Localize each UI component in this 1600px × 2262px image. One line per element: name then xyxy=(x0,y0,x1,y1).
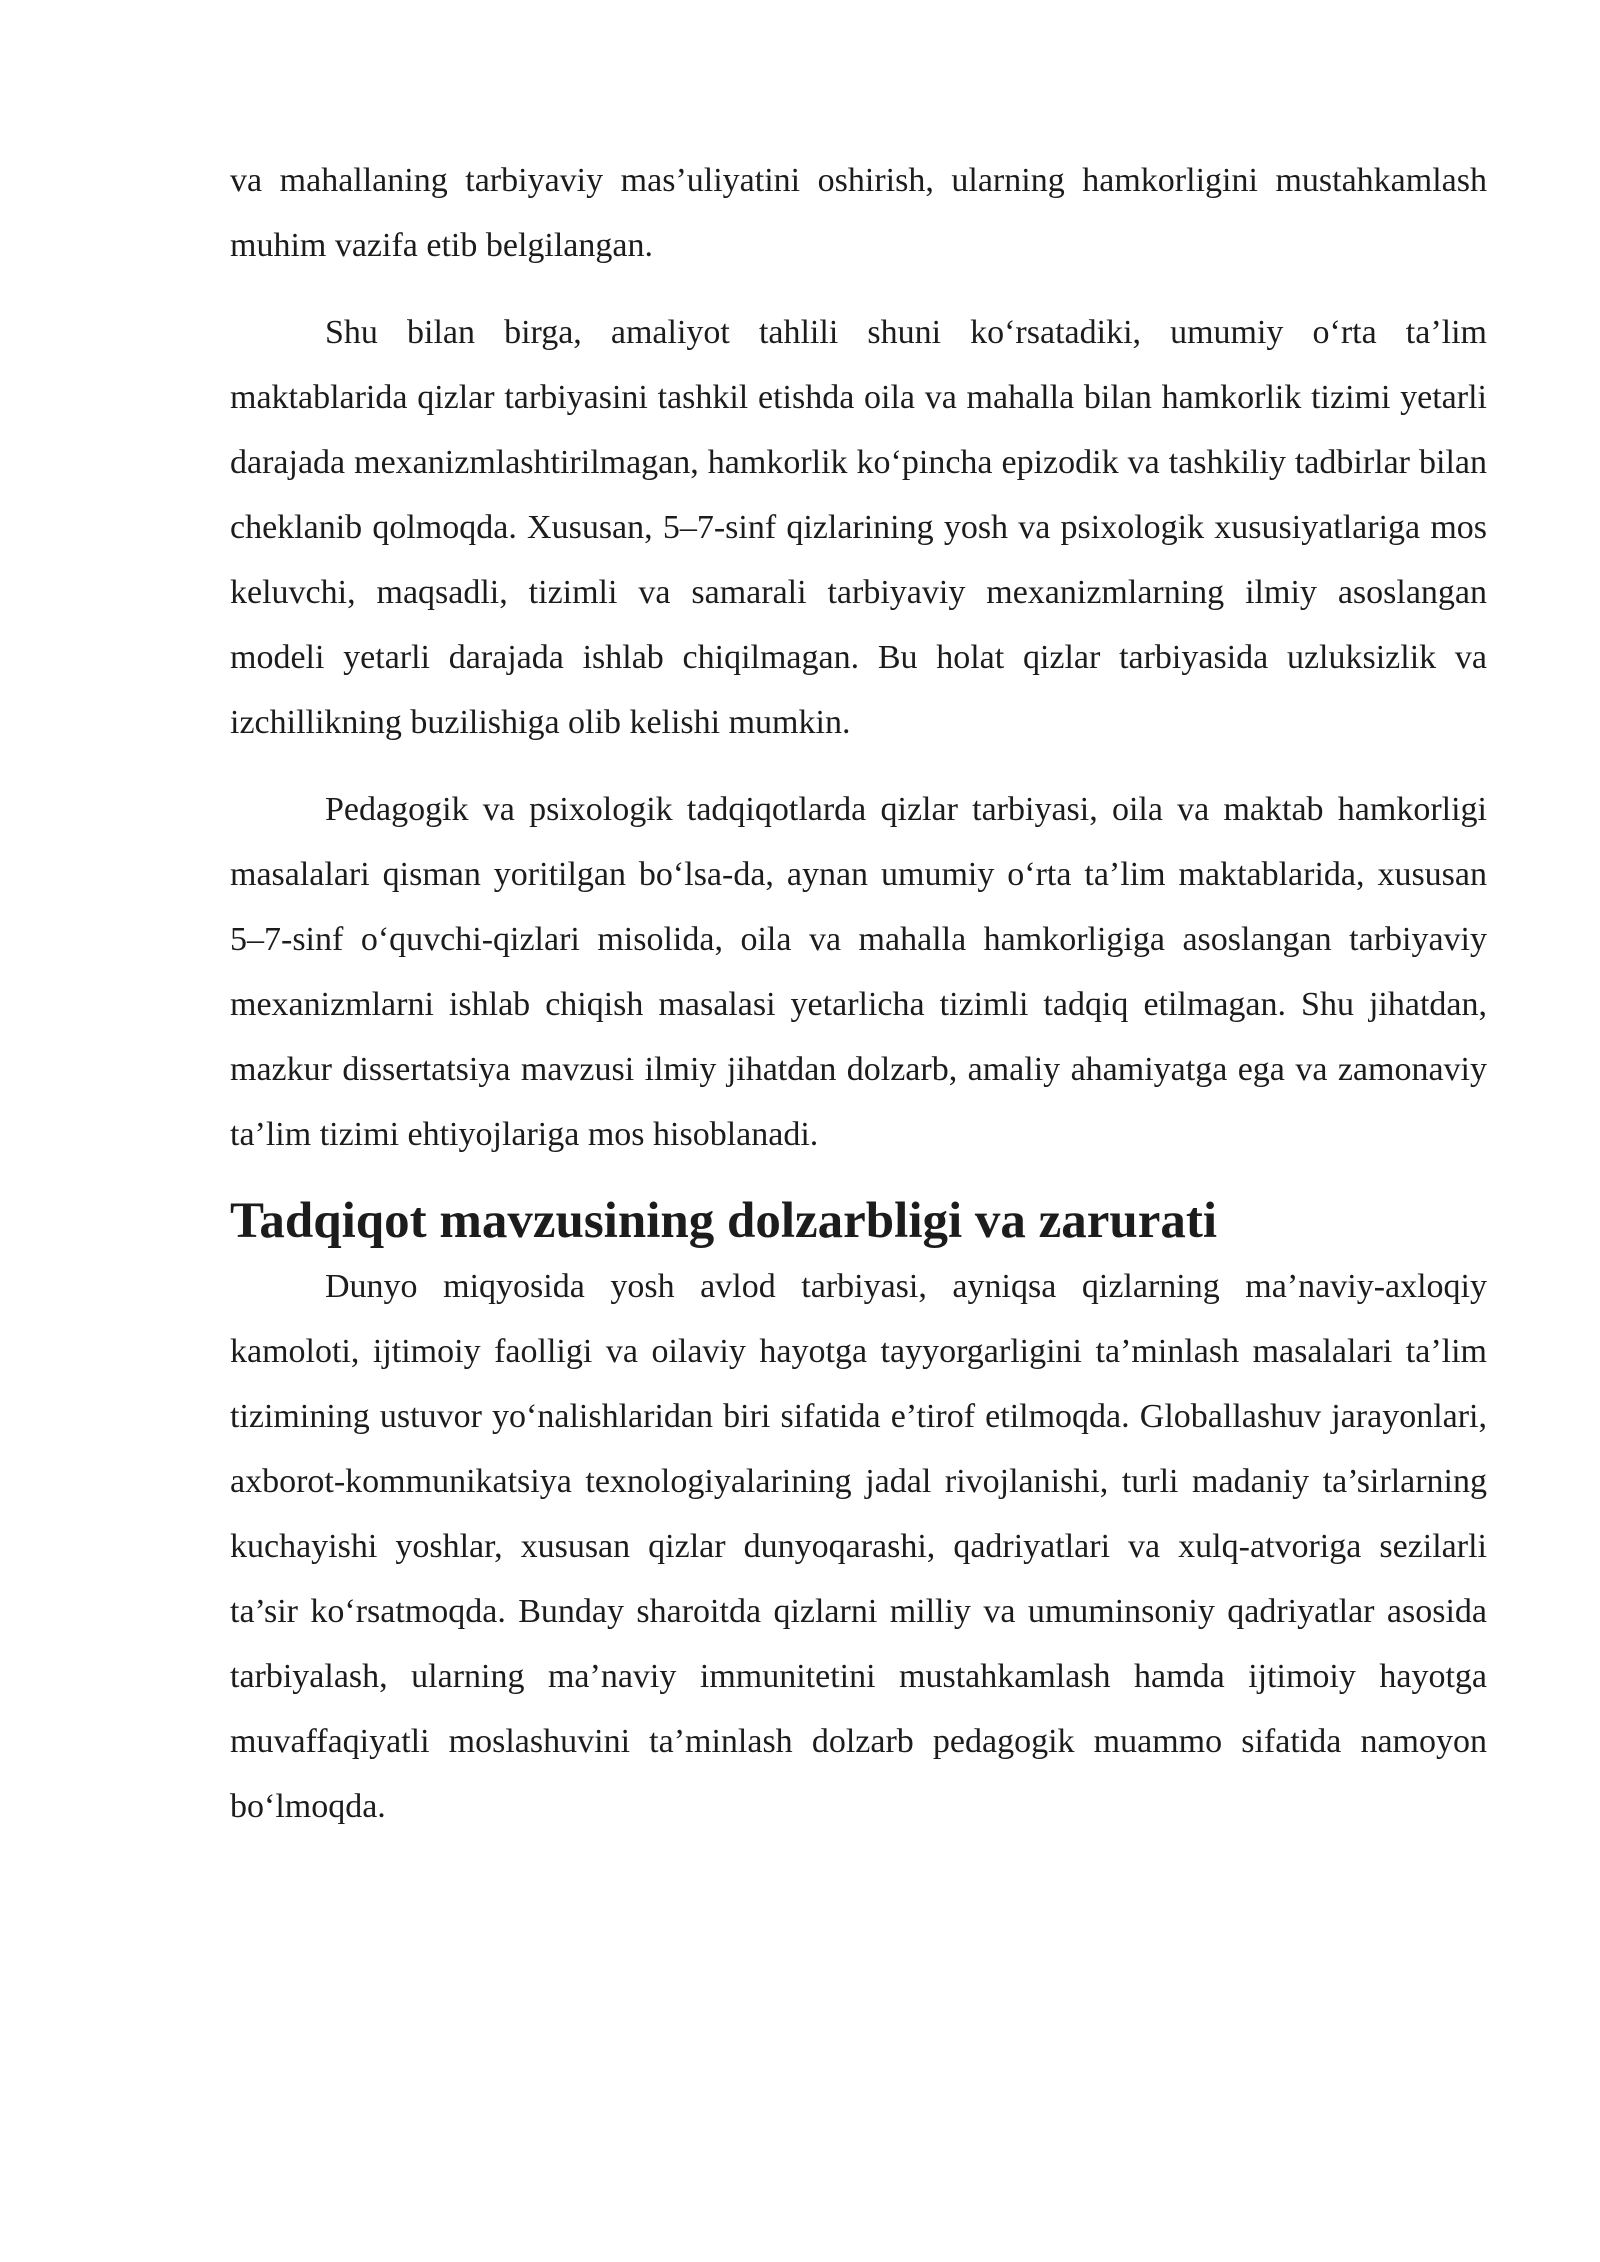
text-column xyxy=(230,148,1487,1861)
paragraph-continuation: va mahallaning tarbiyaviy mas’uliyatini oshirish, ularning hamkorligini mustahkamlash muhim vazifa etib belgilangan. xyxy=(230,162,1487,264)
paragraph-research-gap: Pedagogik va psixologik tadqiqotlarda qizlar tarbiyasi, oila va maktab hamkorligi masalalari qisman yoritilgan boʻlsa-da, aynan umumiy oʻrta ta’lim maktablarida, xususan 5–7-sinf oʻquvchi-qizlari misolida, oila va mahalla hamkorligiga asoslangan tarbiyaviy mexanizmlarni ishlab chiqish masalasi yetarlicha tizimli tadqiq etilmagan. Shu jihatdan, mazkur dissertatsiya mavzusi ilmiy jihatdan dolzarb, amaliy ahamiyatga ega va zamonaviy ta’lim tizimi ehtiyojlariga mos hisoblanadi. xyxy=(230,791,1487,1153)
section-heading: Tadqiqot mavzusining dolzarbligi va zarurati xyxy=(230,1193,1218,1249)
paragraph-relevance: Dunyo miqyosida yosh avlod tarbiyasi, ayniqsa qizlarning ma’naviy-axloqiy kamoloti, ijtimoiy faolligi va oilaviy hayotga tayyorgarligini ta’minlash masalalari ta’lim tizimining ustuvor yoʻnalishlaridan biri sifatida e’tirof etilmoqda. Globallashuv jarayonlari, axborot-kommunikatsiya texnologiyalarining jadal rivojlanishi, turli madaniy ta’sirlarning kuchayishi yoshlar, xususan qizlar dunyoqarashi, qadriyatlari va xulq-atvoriga sezilarli ta’sir koʻrsatmoqda. Bunday sharoitda qizlarni milliy va umuminsoniy qadriyatlar asosida tarbiyalash, ularning ma’naviy immunitetini mustahkamlash hamda ijtimoiy hayotga muvaffaqiyatli moslashuvini ta’minlash dolzarb pedagogik muammo sifatida namoyon boʻlmoqda. xyxy=(230,1268,1487,1825)
paragraph-practice-analysis: Shu bilan birga, amaliyot tahlili shuni koʻrsatadiki, umumiy oʻrta ta’lim maktablarida qizlar tarbiyasini tashkil etishda oila va mahalla bilan hamkorlik tizimi yetarli darajada mexanizmlashtirilmagan, hamkorlik koʻpincha epizodik va tashkiliy tadbirlar bilan cheklanib qolmoqda. Xususan, 5–7-sinf qizlarining yosh va psixologik xususiyatlariga mos keluvchi, maqsadli, tizimli va samarali tarbiyaviy mexanizmlarning ilmiy asoslangan modeli yetarli darajada ishlab chiqilmagan. Bu holat qizlar tarbiyasida uzluksizlik va izchillikning buzilishiga olib kelishi mumkin. xyxy=(230,314,1487,741)
